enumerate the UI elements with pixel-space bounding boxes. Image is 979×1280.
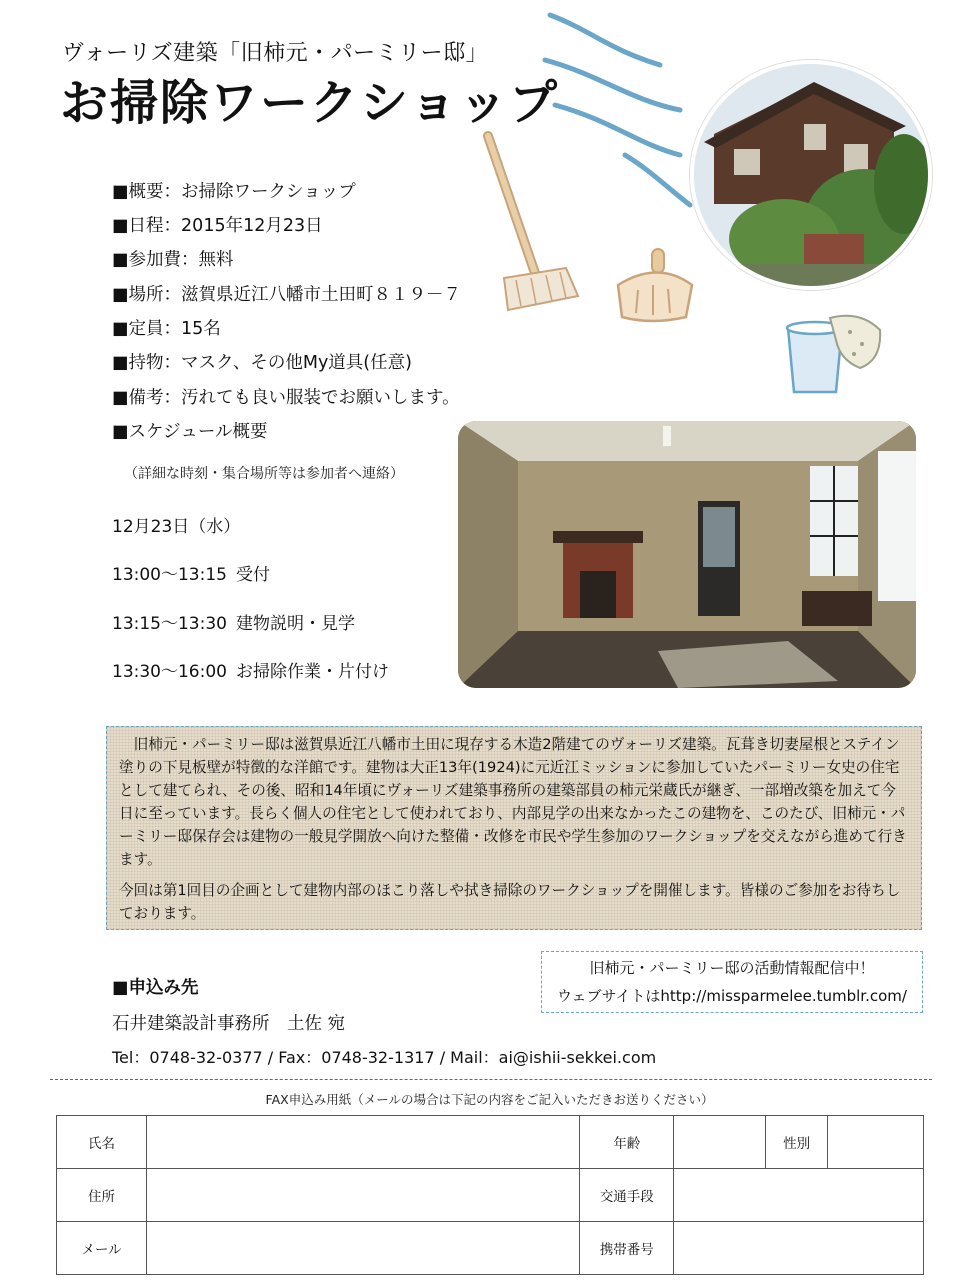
form-label-name: 氏名 <box>57 1116 147 1169</box>
info-notes: ■備考：汚れても良い服装でお願いします。 <box>112 388 460 408</box>
schedule-heading: ■スケジュール概要 <box>112 422 268 442</box>
bucket-illustration <box>780 310 890 400</box>
form-label-gender: 性別 <box>766 1116 828 1169</box>
dustpan-illustration <box>608 245 698 325</box>
apply-office: 石井建築設計事務所 土佐 宛 <box>112 1014 346 1034</box>
description-box <box>106 726 922 930</box>
form-field-transport[interactable] <box>674 1169 924 1222</box>
form-field-email[interactable] <box>146 1222 579 1275</box>
fax-form-caption: FAX申込み用紙（メールの場合は下記の内容をご記入いただきお送りください） <box>265 1092 714 1107</box>
form-field-mobile[interactable] <box>674 1222 924 1275</box>
schedule-item: 13:00～13:15 受付 <box>112 565 270 585</box>
cut-line <box>50 1079 932 1080</box>
house-photo <box>690 60 932 290</box>
schedule-item: 13:30～16:00 お掃除作業・片付け <box>112 662 389 682</box>
form-field-address[interactable] <box>146 1169 579 1222</box>
subtitle: ヴォーリズ建築「旧柿元・パーミリー邸」 <box>62 41 489 66</box>
apply-heading: ■申込み先 <box>112 978 199 998</box>
form-label-age: 年齢 <box>580 1116 674 1169</box>
form-field-gender[interactable] <box>828 1116 924 1169</box>
info-belongings: ■持物：マスク、その他My道具(任意) <box>112 353 412 373</box>
form-label-mobile: 携帯番号 <box>580 1222 674 1275</box>
apply-contact: Tel：0748-32-0377 / Fax：0748-32-1317 / Mail：ai@ishii-sekkei.com <box>112 1048 657 1067</box>
schedule-date: 12月23日（水） <box>112 517 241 537</box>
description-paragraph: 今回は第1回目の企画として建物内部のほこり落しや拭き掃除のワークショップを開催します。皆様のご参加をお待ちしております。 <box>119 882 901 922</box>
schedule-note: （詳細な時刻・集合場所等は参加者へ連絡） <box>124 466 404 482</box>
website-box <box>541 951 923 1013</box>
form-label-address: 住所 <box>57 1169 147 1222</box>
website-link[interactable]: ウェブサイトはhttp://missparmelee.tumblr.com/ <box>557 987 907 1005</box>
form-label-transport: 交通手段 <box>580 1169 674 1222</box>
info-overview: ■概要：お掃除ワークショップ <box>112 182 356 202</box>
info-date: ■日程：2015年12月23日 <box>112 216 323 236</box>
form-field-name[interactable] <box>146 1116 579 1169</box>
description-paragraph: 旧柿元・パーミリー邸は滋賀県近江八幡市土田に現存する木造2階建てのヴォーリズ建築。瓦葺き切妻屋根とステイン塗りの下見板壁が特徴的な洋館です。建物は大正13年(1924)に元近江ミッションに参加していたパーミリー女史の住宅として建てられ、その後、昭和14年頃にヴォーリズ建築事務所の建築部員の柿元栄蔵氏が継ぎ、一部増改築を加えて今日に至っています。長らく個人の住宅として使われており、内部見学の出来なかったこの建物を、このたび、旧柿元・パーミリー邸保存会は建物の一般見学開放へ向けた整備・改修を市民や学生参加のワークショップを交えながら進めて行きます。 <box>119 736 907 868</box>
page-title: お掃除ワークショップ <box>60 75 560 131</box>
website-line1: 旧柿元・パーミリー邸の活動情報配信中！ <box>589 959 875 977</box>
info-fee: ■参加費：無料 <box>112 250 234 270</box>
form-label-email: メール <box>57 1222 147 1275</box>
broom-illustration <box>476 128 586 318</box>
info-place: ■場所：滋賀県近江八幡市土田町８１９－７ <box>112 285 462 305</box>
interior-photo <box>458 421 916 688</box>
form-field-age[interactable] <box>674 1116 766 1169</box>
schedule-item: 13:15～13:30 建物説明・見学 <box>112 614 355 634</box>
fax-form-table <box>56 1115 924 1275</box>
info-capacity: ■定員：15名 <box>112 319 221 339</box>
